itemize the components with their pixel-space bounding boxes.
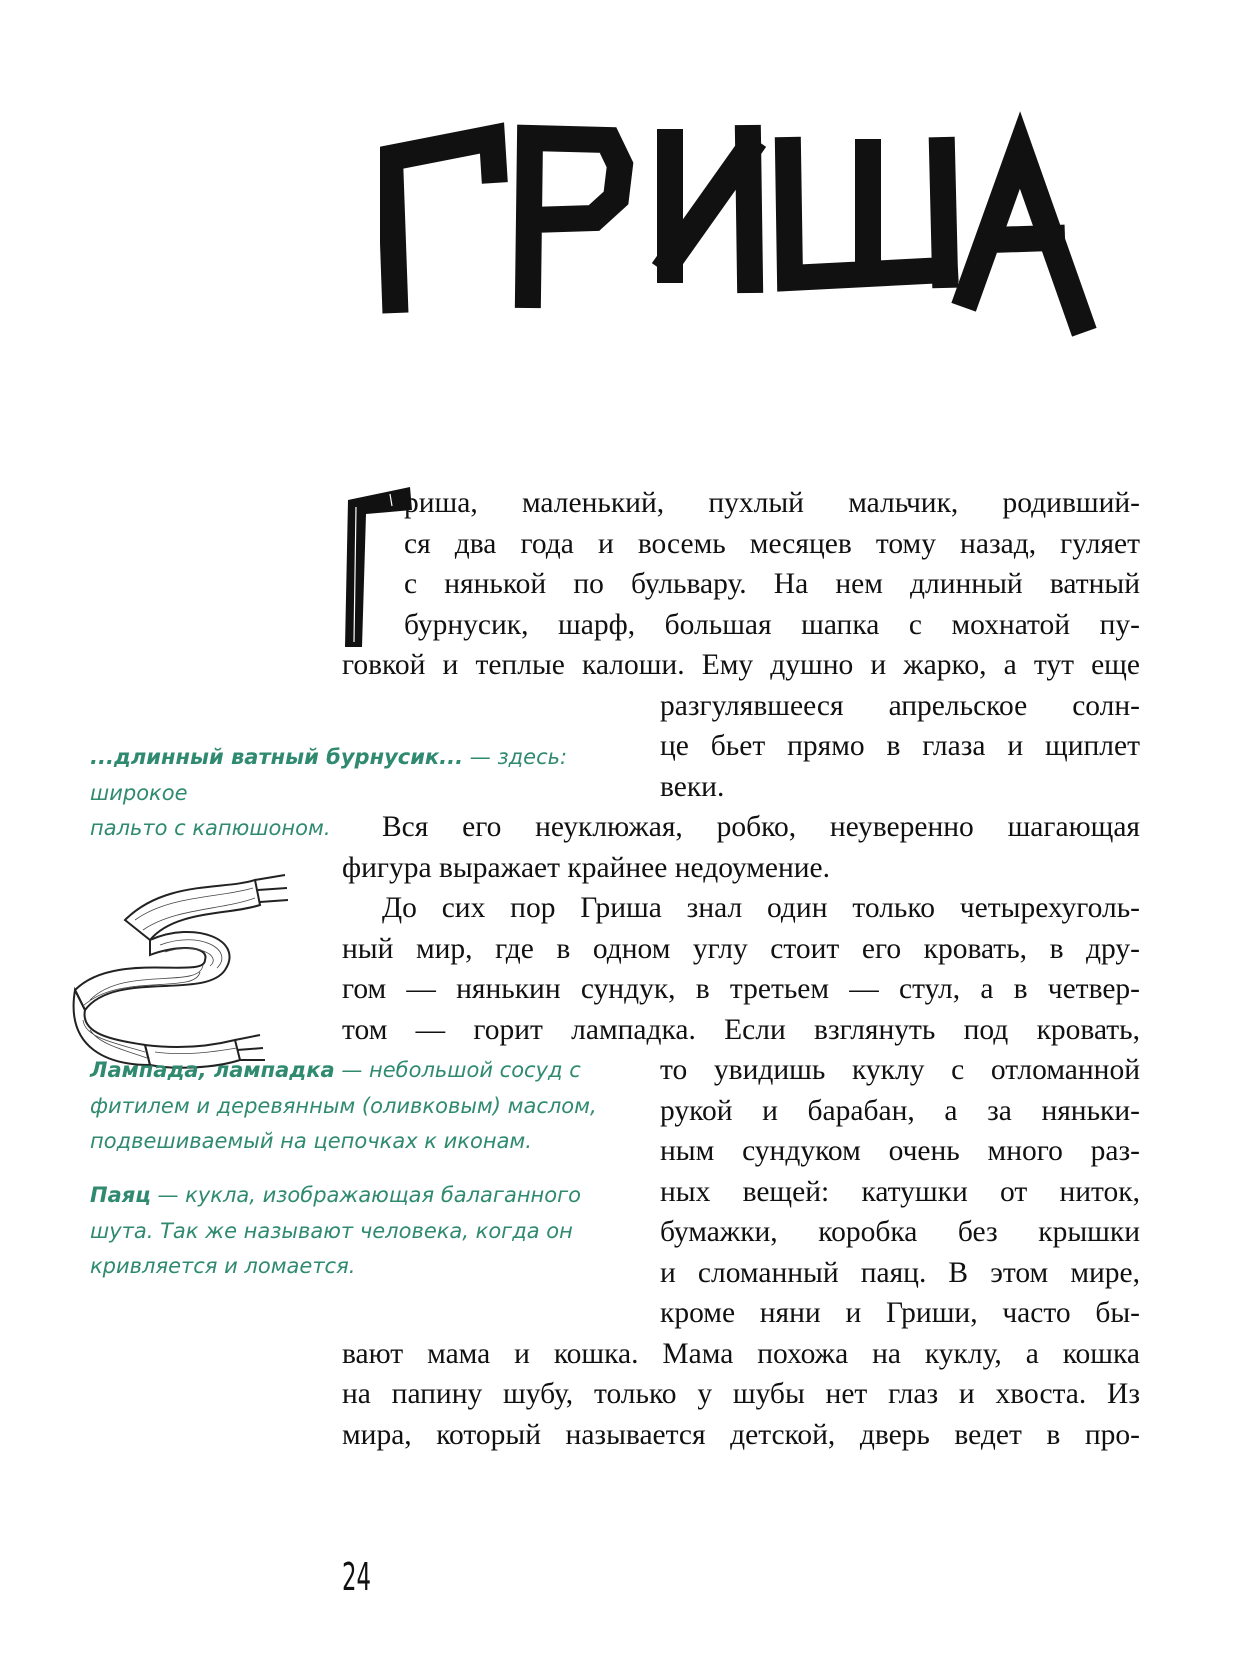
body-line: мира, который называется детской, дверь ведет в про- (342, 1418, 1140, 1451)
body-line: рукой и барабан, а за няньки- (660, 1094, 1140, 1127)
body-line: ных вещей: катушки от ниток, (660, 1175, 1140, 1208)
body-line: с нянькой по бульвару. На нем длинный ватный (404, 568, 1140, 600)
body-line: бумажки, коробка без крышки (660, 1216, 1140, 1248)
body-line: ным сундуком очень много раз- (660, 1135, 1140, 1167)
note-term: Паяц (90, 1183, 151, 1207)
note-term: ...длинный ватный бурнусик... (90, 745, 464, 769)
body-line: разгулявшееся апрельское солн- (660, 689, 1140, 722)
scarf-illustration (55, 860, 305, 1070)
body-line: бурнусик, шарф, большая шапка с мохнатой пу- (404, 608, 1140, 641)
body-line: риша, маленький, пухлый мальчик, родивший- (404, 487, 1140, 519)
body-line: ный мир, где в одном углу стоит его кровать, в дру- (342, 932, 1140, 965)
body-line: фигура выражает крайнее недоумение. (342, 851, 831, 884)
body-line: вают мама и кошка. Мама похожа на куклу, а кошка (342, 1337, 1140, 1370)
body-line: веки. (660, 770, 725, 803)
body-line: том — горит лампадка. Если взглянуть под кровать, (342, 1013, 1140, 1046)
side-note-burnus: ...длинный ватный бурнусик... — здесь: широкое пальто с капюшоном. (90, 745, 568, 840)
body-line: на папину шубу, только у шубы нет глаз и хвоста. Из (342, 1378, 1140, 1410)
body-line: то увидишь куклу с отломанной (660, 1054, 1140, 1086)
note-term: Лампада, лампадка (90, 1058, 335, 1082)
page-number: 24 (342, 1555, 372, 1599)
body-line: гом — нянькин сундук, в третьем — стул, а в четвер- (342, 973, 1140, 1005)
body-line: ся два года и восемь месяцев тому назад, гуляет (404, 527, 1140, 560)
body-line: До сих пор Гриша знал один только четырехуголь- (382, 892, 1140, 924)
body-line: це бьет прямо в глаза и щиплет (660, 730, 1140, 762)
side-note-payats: Паяц — кукла, изображающая балаганного шута. Так же называют человека, когда он кривляется и ломается. (90, 1183, 582, 1278)
side-note-lampada: Лампада, лампадка — небольшой сосуд с фитилем и деревянным (оливковым) маслом, подвешиваемый на цепочках к иконам. (90, 1058, 597, 1153)
chapter-title (380, 110, 1100, 370)
body-line: говкой и теплые калоши. Ему душно и жарко, а тут еще (342, 649, 1140, 681)
body-line: и сломанный паяц. В этом мире, (660, 1256, 1140, 1289)
body-line: кроме няни и Гриши, часто бы- (660, 1297, 1140, 1329)
body-line: Вся его неуклюжая, робко, неуверенно шагающая (382, 811, 1140, 843)
